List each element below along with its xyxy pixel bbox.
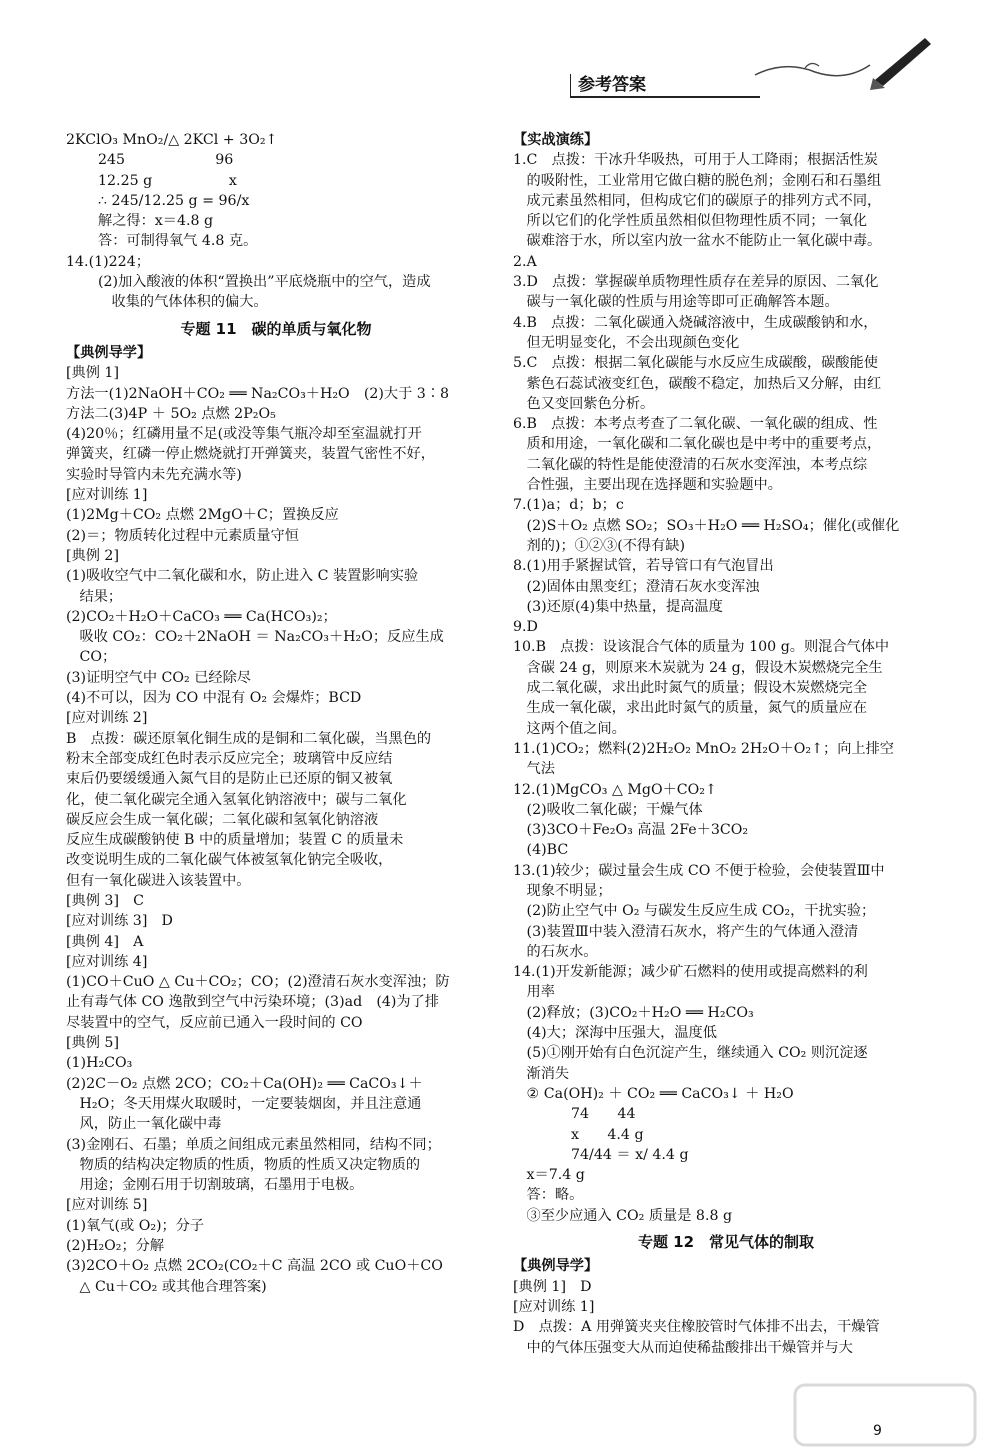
answer-line: [典例 4] A <box>66 933 144 950</box>
answer-line: (4)大；深海中压强大，温度低 <box>513 1025 717 1042</box>
answer-line: (3)金刚石、石墨；单质之间组成元素虽然相同，结构不同； <box>66 1136 441 1153</box>
answer-line: (4)20％；红磷用量不足(或没等集气瓶冷却至室温就打开 <box>66 426 422 443</box>
answer-line: 2.A <box>513 253 537 270</box>
answer-line: (1)氧气(或 O₂)；分子 <box>66 1217 205 1234</box>
answer-line: 结果； <box>66 588 123 605</box>
answer-line: 弹簧夹，红磷一停止燃烧就打开弹簧夹，装置气密性不好， <box>66 446 435 463</box>
answer-line: 尽装置中的空气，反应前已通入一段时间的 CO <box>66 1014 363 1031</box>
answer-line: 8.(1)用手紧握试管，若导管口有气泡冒出 <box>513 558 774 575</box>
answer-line: (1)CO＋CuO △ Cu＋CO₂；CO；(2)澄清石灰水变浑浊；防 <box>66 974 450 991</box>
answer-line: [应对训练 5] <box>66 1197 148 1214</box>
answer-line: 二氧化碳的特性是能使澄清的石灰水变浑浊，本考点综 <box>513 456 868 473</box>
answer-line: 的吸附性，工业常用它做白糖的脱色剂；金刚石和石墨组 <box>513 172 882 189</box>
answer-line: (5)①刚开始有白色沉淀产生，继续通入 CO₂ 则沉淀逐 <box>513 1045 868 1062</box>
answer-line: 的石灰水。 <box>513 943 598 960</box>
answer-line: (1)2Mg＋CO₂ 点燃 2MgO＋C；置换反应 <box>66 507 339 524</box>
answer-line: [应对训练 4] <box>66 953 148 970</box>
answer-line: 但有一氧化碳进入该装置中。 <box>66 872 251 889</box>
answer-line: 答：略。 <box>513 1187 584 1204</box>
answer-line: 14.(1)224； <box>66 253 150 270</box>
answer-line: 用率 <box>513 984 555 1001</box>
answer-line: ∴ 245/12.25 g = 96/x <box>98 192 250 209</box>
section-title: 专题 11 碳的单质与氧化物 <box>180 319 372 338</box>
answer-line: 4.B 点拨：二氧化碳通入烧碱溶液中，生成碳酸钠和水， <box>513 314 878 331</box>
answer-line: 气法 <box>513 761 555 778</box>
answer-line: 实验时导管内未先充满水等) <box>66 466 242 483</box>
answer-line: [典例 1] D <box>513 1278 592 1295</box>
answer-line: 这两个值之间。 <box>513 720 626 737</box>
answer-line: 化，使二氧化碳完全通入氢氧化钠溶液中；碳与二氧化 <box>66 791 407 808</box>
answer-line: [应对训练 1] <box>513 1298 595 1315</box>
answer-line: (2)S＋O₂ 点燃 SO₂；SO₃＋H₂O ══ H₂SO₄；催化(或催化 <box>513 517 900 534</box>
answer-line: 粉末全部变成红色时表示反应完全；玻璃管中反应结 <box>66 750 393 767</box>
answer-line: 成元素虽然相同，但构成它们的碳原子的排列方式不同， <box>513 192 882 209</box>
page-number: 9 <box>873 1423 882 1439</box>
answer-line: 解之得：x＝4.8 g <box>98 213 214 230</box>
answer-line: 方法二(3)4P ＋ 5O₂ 点燃 2P₂O₅ <box>66 405 276 422</box>
answer-line: [典例 5] <box>66 1035 119 1052</box>
answer-line: 74/44 ＝ x/ 4.4 g <box>571 1146 689 1163</box>
answer-line: [应对训练 1] <box>66 487 148 504</box>
answer-line: 剂的)；①②③(不得有缺) <box>513 537 686 554</box>
answer-line: 5.C 点拨：根据二氧化碳能与水反应生成碳酸，碳酸能使 <box>513 355 878 372</box>
answer-line: (2)固体由黑变红；澄清石灰水变浑浊 <box>513 578 760 595</box>
answer-line: (2)加入酸液的体积“置换出”平底烧瓶中的空气，造成 <box>98 274 431 291</box>
section-header-tag: 参考答案 <box>570 72 760 98</box>
answer-line: x＝7.4 g <box>513 1167 585 1184</box>
answer-line: 方法一(1)2NaOH＋CO₂ ══ Na₂CO₃＋H₂O (2)大于 3∶8 <box>66 385 450 402</box>
answer-line: (2)吸收二氧化碳；干燥气体 <box>513 801 703 818</box>
answer-line: D 点拨：A 用弹簧夹夹住橡胶管时气体排不出去，干燥管 <box>513 1319 880 1336</box>
answer-line: (2)2C－O₂ 点燃 2CO；CO₂＋Ca(OH)₂ ══ CaCO₃↓＋ <box>66 1075 423 1092</box>
subsection-heading: 【典例导学】 <box>66 344 152 361</box>
answer-line: 收集的气体体积的偏大。 <box>98 294 268 311</box>
answer-line: [应对训练 2] <box>66 710 148 727</box>
answer-line: 碳难溶于水，所以室内放一盆水不能防止一氧化碳中毒。 <box>513 233 882 250</box>
answer-line: 14.(1)开发新能源；减少矿石燃料的使用或提高燃料的利 <box>513 964 868 981</box>
answer-line: [典例 1] <box>66 365 119 382</box>
answer-line: (4)不可以，因为 CO 中混有 O₂ 会爆炸；BCD <box>66 690 362 707</box>
answer-line: (1)吸收空气中二氧化碳和水，防止进入 C 装置影响实验 <box>66 568 419 585</box>
answer-line: [应对训练 3] D <box>66 913 173 930</box>
answer-line: (2)＝；物质转化过程中元素质量守恒 <box>66 527 299 544</box>
answer-line: (4)BC <box>513 842 569 859</box>
answer-line: (2)防止空气中 O₂ 与碳发生反应生成 CO₂，干扰实验； <box>513 903 876 920</box>
answer-line: (3)3CO＋Fe₂O₃ 高温 2Fe＋3CO₂ <box>513 822 749 839</box>
answer-line: 12.(1)MgCO₃ △ MgO＋CO₂↑ <box>513 781 717 798</box>
answer-line: 13.(1)较少；碳过量会生成 CO 不便于检验，会使装置Ⅲ中 <box>513 862 885 879</box>
right-column <box>513 130 939 1358</box>
answer-line: 止有毒气体 CO 逸散到空气中污染环境；(3)ad (4)为了排 <box>66 994 439 1011</box>
answer-line: (3)装置Ⅲ中装入澄清石灰水，将产生的气体通入澄清 <box>513 923 859 940</box>
answer-line: 物质的结构决定物质的性质，物质的性质又决定物质的 <box>66 1156 421 1173</box>
answer-line: 中的气体压强变大从而迫使稀盐酸排出干燥管并与大 <box>513 1339 853 1356</box>
answer-line: 风，防止一氧化碳中毒 <box>66 1116 222 1133</box>
answer-line: 改变说明生成的二氧化碳气体被氢氧化钠完全吸收， <box>66 852 393 869</box>
answer-line: 10.B 点拨：设该混合气体的质量为 100 g。则混合气体中 <box>513 639 890 656</box>
answer-line: 吸收 CO₂：CO₂＋2NaOH ＝ Na₂CO₃＋H₂O；反应生成 <box>66 629 444 646</box>
feather-pen-decoration <box>745 20 935 104</box>
answer-line: (2)H₂O₂；分解 <box>66 1238 165 1255</box>
answer-line: 1.C 点拨：干冰升华吸热，可用于人工降雨；根据活性炭 <box>513 152 878 169</box>
answer-line: 6.B 点拨：本考点考查了二氧化碳、一氧化碳的组成、性 <box>513 416 878 433</box>
answer-line: 紫色石蕊试液变红色，碳酸不稳定，加热后又分解，由红 <box>513 375 882 392</box>
answer-line: H₂O；冬天用煤火取暖时，一定要装烟囱，并且注意通 <box>66 1095 422 1112</box>
answer-line: 现象不明显； <box>513 882 612 899</box>
answer-line: (2)CO₂＋H₂O＋CaCO₃ ══ Ca(HCO₃)₂； <box>66 608 337 625</box>
left-column <box>66 130 486 1297</box>
answer-line: [典例 2] <box>66 547 119 564</box>
answer-line: 12.25 g x <box>98 172 237 189</box>
answer-line: 2KClO₃ MnO₂/△ 2KCl + 3O₂↑ <box>66 132 278 148</box>
answer-line: 11.(1)CO₂；燃料(2)2H₂O₂ MnO₂ 2H₂O＋O₂↑；向上排空 <box>513 740 894 757</box>
answer-line: 245 96 <box>98 152 234 169</box>
answer-line: 反应生成碳酸钠使 B 中的质量增加；装置 C 的质量未 <box>66 832 404 849</box>
answer-line: 74 44 <box>571 1106 636 1123</box>
answer-line: 碳与一氧化碳的性质与用途等即可正确解答本题。 <box>513 294 839 311</box>
answer-line: (1)H₂CO₃ <box>66 1055 133 1072</box>
answer-line: 9.D <box>513 619 538 636</box>
answer-line: 色又变回紫色分析。 <box>513 395 655 412</box>
answer-line: [典例 3] C <box>66 892 145 909</box>
answer-line: 渐消失 <box>513 1065 570 1082</box>
subsection-heading: 【典例导学】 <box>513 1258 599 1275</box>
answer-line: 用途；金刚石用于切割玻璃，石墨用于电极。 <box>66 1177 364 1194</box>
answer-line: 质和用途，一氧化碳和二氧化碳也是中考中的重要考点， <box>513 436 882 453</box>
answer-line: (3)还原(4)集中热量，提高温度 <box>513 598 723 615</box>
answer-line: B 点拨：碳还原氧化铜生成的是铜和二氧化碳，当黑色的 <box>66 730 432 747</box>
answer-line: ② Ca(OH)₂ ＋ CO₂ ══ CaCO₃↓ ＋ H₂O <box>513 1085 794 1102</box>
answer-line: CO； <box>66 649 117 666</box>
subsection-heading: 【实战演练】 <box>513 132 599 148</box>
answer-line: 但无明显变化，不会出现颜色变化 <box>513 334 740 351</box>
answer-line: x 4.4 g <box>571 1126 644 1143</box>
answer-line: ③至少应通入 CO₂ 质量是 8.8 g <box>513 1207 733 1224</box>
answer-line: △ Cu＋CO₂ 或其他合理答案) <box>66 1278 267 1295</box>
answer-line: 7.(1)a；d；b；c <box>513 497 624 514</box>
answer-line: 所以它们的化学性质虽然相似但物理性质不同；一氧化 <box>513 213 868 230</box>
answer-line: (3)2CO＋O₂ 点燃 2CO₂(CO₂＋C 高温 2CO 或 CuO＋CO <box>66 1258 443 1275</box>
section-title: 专题 12 常见气体的制取 <box>637 1233 815 1252</box>
answer-line: (2)释放；(3)CO₂＋H₂O ══ H₂CO₃ <box>513 1004 754 1021</box>
answer-line: 碳反应会生成一氧化碳；二氧化碳和氢氧化钠溶液 <box>66 811 379 828</box>
answer-line: 答：可制得氧气 4.8 克。 <box>98 233 258 250</box>
answer-line: 合性强，主要出现在选择题和实验题中。 <box>513 477 782 494</box>
answer-line: 生成一氧化碳，求出此时氮气的质量，氮气的质量应在 <box>513 700 868 717</box>
answer-line: 含碳 24 g，则原来木炭就为 24 g，假设木炭燃烧完全生 <box>513 659 883 676</box>
answer-line: 3.D 点拨：掌握碳单质物理性质存在差异的原因、二氧化 <box>513 274 879 291</box>
answer-line: (3)证明空气中 CO₂ 已经除尽 <box>66 669 251 686</box>
answer-line: 成二氧化碳，求出此时氮气的质量；假设木炭燃烧完全 <box>513 680 868 697</box>
answer-line: 束后仍要缓缓通入氮气目的是防止已还原的铜又被氧 <box>66 771 393 788</box>
watermark-logo <box>790 1380 980 1450</box>
